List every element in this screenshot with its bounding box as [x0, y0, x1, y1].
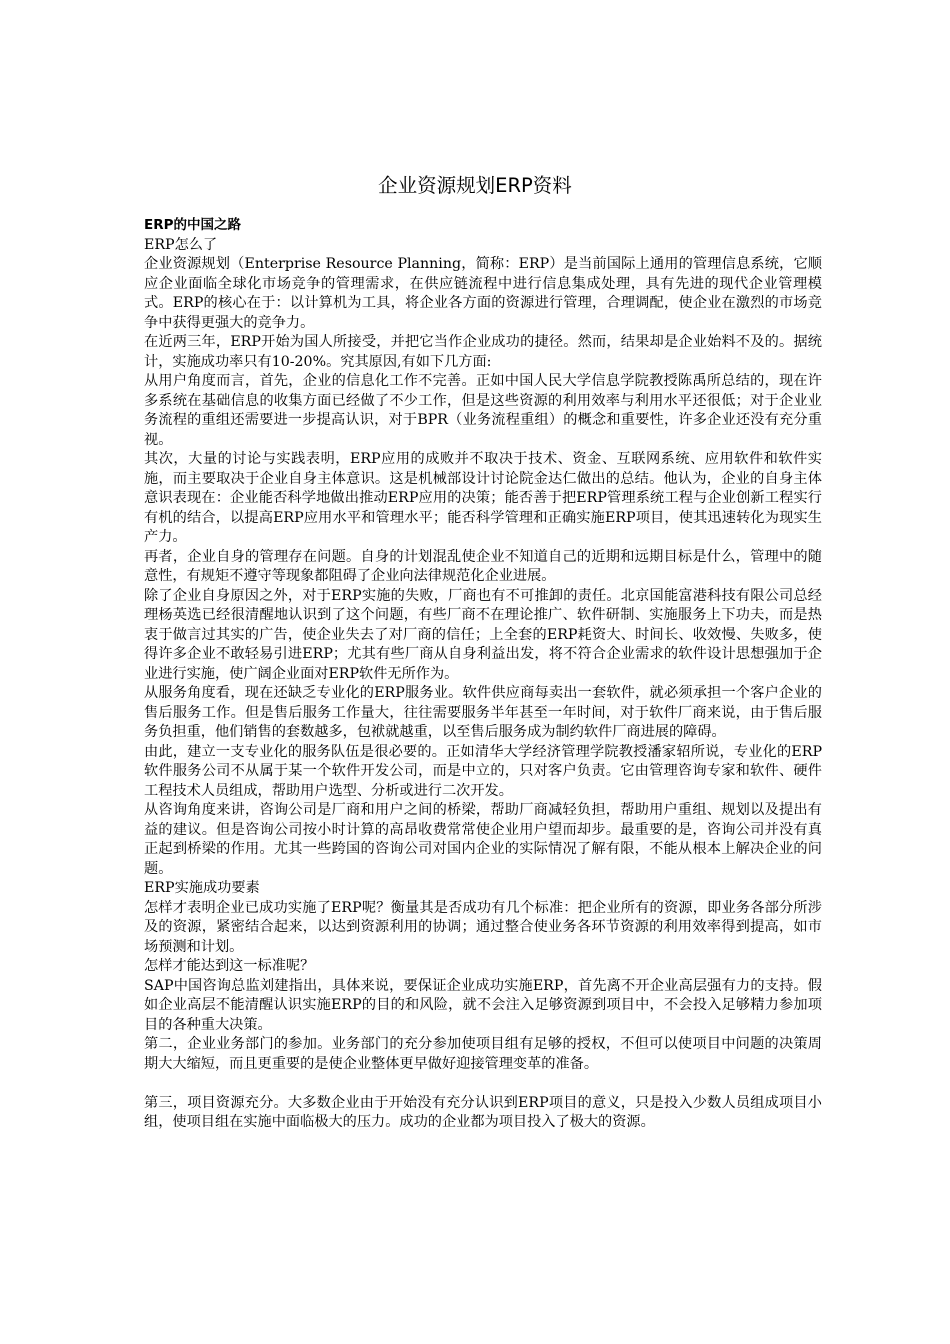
- paragraph: 由此，建立一支专业化的服务队伍是很必要的。正如清华大学经济管理学院教授潘家轺所说，专业化的ERP软件服务公司不从属于某一个软件开发公司，而是中立的，只对客户负责。它由管理咨询专家和软件、硬件工程技术人员组成，帮助用户选型、分析或进行二次开发。: [144, 743, 822, 799]
- paragraph: 第三，项目资源充分。大多数企业由于开始没有充分认识到ERP项目的意义，只是投入少数人员组成项目小组，使项目组在实施中面临极大的压力。成功的企业都为项目投入了极大的资源。: [144, 1094, 822, 1130]
- paragraph: 怎样才能达到这一标准呢？: [144, 958, 315, 974]
- paragraph: 再者，企业自身的管理存在问题。自身的计划混乱使企业不知道自己的近期和远期目标是什么，管理中的随意性，有规矩不遵守等现象都阻碍了企业向法律规范化企业进展。: [144, 548, 822, 584]
- document-title: 企业资源规划ERP资料: [378, 174, 572, 197]
- paragraph: 怎样才表明企业已成功实施了ERP呢？衡量其是否成功有几个标准：把企业所有的资源，即业务各部分所涉及的资源，紧密结合起来，以达到资源利用的协调；通过整合使业务各环节资源的利用效率得到提高，如市场预测和计划。: [144, 899, 822, 955]
- paragraph: 从咨询角度来讲，咨询公司是厂商和用户之间的桥梁，帮助厂商减轻负担，帮助用户重组、规划以及提出有益的建议。但是咨询公司按小时计算的高昂收费常常使企业用户望而却步。最重要的是，咨询公司并没有真正起到桥梁的作用。尤其一些跨国的咨询公司对国内企业的实际情况了解有限，不能从根本上解决企业的问题。: [144, 802, 822, 877]
- paragraph: 从用户角度而言，首先，企业的信息化工作不完善。正如中国人民大学信息学院教授陈禹所总结的，现在许多系统在基础信息的收集方面已经做了不少工作，但是这些资源的利用效率与利用水平还很低；对于企业业务流程的重组还需要进一步提高认识，对于BPR（业务流程重组）的概念和重要性，许多企业还没有充分重视。: [144, 373, 822, 448]
- paragraph: 除了企业自身原因之外，对于ERP实施的失败，厂商也有不可推卸的责任。北京国能富港科技有限公司总经理杨英选已经很清醒地认识到了这个问题，有些厂商不在理论推广、软件研制、实施服务上下功夫，而是热衷于做言过其实的广告，使企业失去了对厂商的信任；上全套的ERP耗资大、时间长、收效慢、失败多，使得许多企业不敢轻易引进ERP；尤其有些厂商从自身利益出发，将不符合企业需求的软件设计思想强加于企业进行实施，使广阔企业面对ERP软件无所作为。: [144, 587, 822, 682]
- subheading: ERP实施成功要素: [144, 880, 260, 896]
- paragraph: 在近两三年，ERP开始为国人所接受，并把它当作企业成功的捷径。然而，结果却是企业始料不及的。据统计，实施成功率只有10-20%。究其原因,有如下几方面:: [144, 334, 822, 370]
- paragraph: SAP中国咨询总监刘建指出，具体来说，要保证企业成功实施ERP，首先离不开企业高层强有力的支持。假如企业高层不能清醒认识实施ERP的目的和风险，就不会注入足够资源到项目中，不会投入足够精力参加项目的各种重大决策。: [144, 977, 822, 1033]
- paragraph: 企业资源规划（Enterprise Resource Planning，简称：ERP）是当前国际上通用的管理信息系统，它顺应企业面临全球化市场竞争的管理需求，在供应链流程中进行信息集成处理，具有先进的现代企业管理模式。ERP的核心在于：以计算机为工具，将企业各方面的资源进行管理，合理调配，使企业在激烈的市场竞争中获得更强大的竞争力。: [144, 256, 822, 331]
- document-body: [144, 216, 822, 1133]
- paragraph: 第二，企业业务部门的参加。业务部门的充分参加使项目组有足够的授权，不但可以使项目中问题的决策周期大大缩短，而且更重要的是使企业整体更早做好迎接管理变革的准备。: [144, 1036, 822, 1072]
- paragraph: ERP怎么了: [144, 236, 218, 253]
- paragraph: 其次，大量的讨论与实践表明，ERP应用的成败并不取决于技术、资金、互联网系统、应用软件和软件实施，而主要取决于企业自身主体意识。这是机械部设计讨论院金达仁做出的总结。他认为，企业的自身主体意识表现在：企业能否科学地做出推动ERP应用的决策；能否善于把ERP管理系统工程与企业创新工程实行有机的结合，以提高ERP应用水平和管理水平；能否科学管理和正确实施ERP项目，使其迅速转化为现实生产力。: [144, 451, 822, 545]
- section-heading: ERP的中国之路: [144, 217, 242, 233]
- paragraph: 从服务角度看，现在还缺乏专业化的ERP服务业。软件供应商每卖出一套软件，就必须承担一个客户企业的售后服务工作。但是售后服务工作量大，往往需要服务半年甚至一年时间，对于软件厂商来说，由于售后服务负担重，他们销售的套数越多，包袱就越重，以至售后服务成为制约软件厂商进展的障碍。: [144, 685, 822, 740]
- blank-line: [144, 1074, 822, 1094]
